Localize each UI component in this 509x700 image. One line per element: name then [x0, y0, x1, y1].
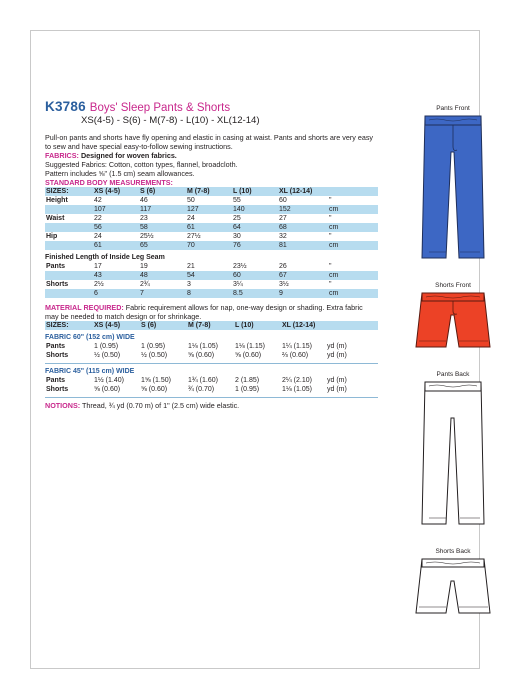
table-cell: 8 — [187, 290, 191, 297]
fabric-45-heading: FABRIC 45" (115 cm) WIDE — [45, 368, 135, 375]
body-measurements-table — [45, 196, 378, 250]
table-cell: 127 — [187, 206, 199, 213]
table-cell: 60 — [233, 272, 241, 279]
finished-length-table — [45, 262, 378, 298]
material-text: Fabric requirement allows for nap, one-way design or shading. Extra fabric may be needed to match design or for shrinkage. — [45, 303, 363, 321]
table-cell: 30 — [233, 233, 241, 240]
row-label — [45, 241, 94, 250]
table-cell: 1 (0.95) — [141, 343, 166, 350]
size-header-cell: L (10) — [235, 322, 254, 329]
table-cell: 23 — [140, 215, 148, 222]
unit-cell: cm — [329, 272, 339, 279]
notions-block — [45, 401, 378, 410]
size-header-row — [45, 187, 378, 196]
row-label: Pants — [46, 377, 66, 384]
table-cell: 7 — [140, 290, 144, 297]
notions-text: Thread, ¾ yd (0.70 m) of 1" (2.5 cm) wide elastic. — [82, 401, 240, 410]
size-header-cell: L (10) — [233, 188, 252, 195]
material-size-header-row — [45, 321, 378, 330]
table-cell: 46 — [140, 197, 148, 204]
suggested-fabrics: Suggested Fabrics: Cotton, cotton types, flannel, broadcloth. — [45, 160, 238, 169]
table-cell: 117 — [140, 206, 152, 213]
unit-cell: yd (m) — [327, 377, 347, 384]
table-row — [45, 280, 378, 289]
table-cell: 54 — [187, 272, 195, 279]
finished-length-heading: Finished Length of Inside Leg Seam — [45, 254, 165, 261]
table-cell: 1 (0.95) — [94, 343, 119, 350]
divider — [45, 397, 378, 398]
table-cell: 76 — [233, 242, 241, 249]
row-label: Waist — [46, 215, 65, 222]
table-cell: 17 — [94, 263, 102, 270]
table-row — [45, 351, 378, 360]
table-row — [45, 289, 378, 298]
table-cell: 64 — [233, 224, 241, 231]
unit-cell: cm — [329, 242, 339, 249]
table-cell: ½ (0.50) — [141, 352, 168, 359]
notions-line — [45, 401, 378, 410]
table-cell: 2 (1.85) — [235, 377, 260, 384]
table-row — [45, 376, 378, 385]
size-header-cell: SIZES: — [46, 188, 69, 195]
table-cell: 43 — [94, 272, 102, 279]
title-row — [45, 99, 378, 114]
table-cell: 8.5 — [233, 290, 243, 297]
size-header-cell: M (7-8) — [187, 188, 210, 195]
table-cell: 25½ — [140, 233, 154, 240]
table-row — [45, 196, 378, 205]
table-row — [45, 241, 378, 250]
illustrations — [403, 105, 503, 619]
shorts-front-caption: Shorts Front — [435, 282, 471, 289]
table-cell: 9 — [279, 290, 283, 297]
table-cell: 81 — [279, 242, 287, 249]
table-cell: 152 — [279, 206, 291, 213]
pants-back-illustration — [417, 378, 489, 528]
table-cell: 55 — [233, 197, 241, 204]
size-header-cell: SIZES: — [46, 322, 69, 329]
table-cell: 27 — [279, 215, 287, 222]
table-cell: 3½ — [279, 281, 289, 288]
size-header-cell: XS (4-5) — [94, 322, 121, 329]
table-cell: 25 — [233, 215, 241, 222]
table-row — [45, 223, 378, 232]
table-cell: 58 — [140, 224, 148, 231]
fabrics-label: FABRICS: — [45, 151, 79, 160]
table-cell: 2¾ — [140, 281, 150, 288]
table-cell: 65 — [140, 242, 148, 249]
size-header-cell: XS (4-5) — [94, 188, 121, 195]
table-cell: 2½ — [94, 281, 104, 288]
table-cell: 56 — [94, 224, 102, 231]
pants-front-illustration — [417, 112, 489, 262]
divider — [45, 363, 378, 364]
fabric-60-heading: FABRIC 60" (152 cm) WIDE — [45, 334, 135, 341]
unit-cell: cm — [329, 224, 339, 231]
shorts-back-illustration — [413, 555, 493, 619]
size-header-cell: XL (12-14) — [282, 322, 316, 329]
unit-cell: yd (m) — [327, 343, 347, 350]
row-label — [45, 289, 94, 298]
unit-cell: yd (m) — [327, 386, 347, 393]
table-cell: 1⅛ (1.05) — [282, 386, 312, 393]
table-cell: 61 — [94, 242, 102, 249]
pattern-info — [45, 99, 378, 410]
size-header-cell: S (6) — [141, 322, 157, 329]
table-cell: 3¼ — [233, 281, 243, 288]
table-cell: 1½ (1.40) — [94, 377, 124, 384]
row-label: Shorts — [46, 281, 69, 288]
table-cell: 70 — [187, 242, 195, 249]
table-cell: 48 — [140, 272, 148, 279]
pattern-title: Boys' Sleep Pants & Shorts — [89, 102, 231, 114]
material-line — [45, 303, 378, 321]
shorts-front-illustration — [413, 289, 493, 353]
table-cell: 60 — [279, 197, 287, 204]
table-cell: 21 — [187, 263, 195, 270]
table-row — [45, 385, 378, 394]
row-label — [45, 271, 94, 280]
table-cell: 1¾ (1.60) — [188, 377, 218, 384]
table-cell: 1 (0.95) — [235, 386, 260, 393]
material-block — [45, 303, 378, 321]
table-cell: 26 — [279, 263, 287, 270]
shorts-back-caption: Shorts Back — [435, 548, 471, 555]
table-cell: 24 — [187, 215, 195, 222]
fabric-60-table — [45, 342, 378, 360]
row-label — [45, 205, 94, 214]
table-cell: 1¼ (1.15) — [282, 343, 312, 350]
size-header-cell: XL (12-14) — [279, 188, 313, 195]
unit-cell: " — [329, 197, 332, 204]
unit-cell: " — [329, 263, 332, 270]
description-block — [45, 133, 378, 187]
fabric-45-table — [45, 376, 378, 394]
table-cell: ⅝ (0.60) — [235, 352, 262, 359]
unit-cell: " — [329, 281, 332, 288]
size-header-cell: S (6) — [140, 188, 156, 195]
fabrics-text: Designed for woven fabrics. — [80, 151, 177, 160]
row-label: Pants — [46, 263, 66, 270]
pattern-number: K3786 — [45, 99, 86, 114]
row-label: Height — [46, 197, 68, 204]
table-cell: 107 — [94, 206, 106, 213]
table-cell: 19 — [140, 263, 148, 270]
table-cell: 68 — [279, 224, 287, 231]
row-label: Hip — [46, 233, 58, 240]
fabrics-line — [45, 151, 378, 160]
table-cell: 50 — [187, 197, 195, 204]
unit-cell: yd (m) — [327, 352, 347, 359]
table-cell: 3 — [187, 281, 191, 288]
table-row — [45, 262, 378, 271]
table-cell: ¾ (0.70) — [188, 386, 215, 393]
table-row — [45, 271, 378, 280]
size-range: XS(4-5) - S(6) - M(7-8) - L(10) - XL(12-14) — [81, 115, 260, 126]
seam-allowance: Pattern includes ⅝" (1.5 cm) seam allowances. — [45, 169, 195, 178]
table-cell: 6 — [94, 290, 98, 297]
unit-cell: " — [329, 233, 332, 240]
pattern-envelope-back — [30, 30, 480, 669]
table-row — [45, 214, 378, 223]
unit-cell: cm — [329, 290, 339, 297]
table-cell: ⅝ (0.60) — [141, 386, 168, 393]
pants-front-caption: Pants Front — [436, 105, 470, 112]
table-cell: 61 — [187, 224, 195, 231]
unit-cell: " — [329, 215, 332, 222]
table-cell: 23½ — [233, 263, 247, 270]
table-cell: 42 — [94, 197, 102, 204]
table-row — [45, 342, 378, 351]
table-cell: 1⅛ (1.15) — [235, 343, 265, 350]
table-cell: 67 — [279, 272, 287, 279]
table-row — [45, 205, 378, 214]
table-cell: ⅔ (0.60) — [282, 352, 309, 359]
table-cell: 1⅛ (1.05) — [188, 343, 218, 350]
table-cell: ⅝ (0.60) — [94, 386, 121, 393]
row-label — [45, 223, 94, 232]
row-label: Pants — [46, 343, 66, 350]
table-cell: 27½ — [187, 233, 201, 240]
table-cell: 140 — [233, 206, 245, 213]
table-cell: 1⅝ (1.50) — [141, 377, 171, 384]
table-cell: ½ (0.50) — [94, 352, 121, 359]
notions-label: NOTIONS: — [45, 401, 81, 410]
row-label: Shorts — [46, 352, 69, 359]
table-cell: 22 — [94, 215, 102, 222]
size-header-cell: M (7-8) — [188, 322, 211, 329]
table-cell: ⅝ (0.60) — [188, 352, 215, 359]
table-cell: 32 — [279, 233, 287, 240]
table-cell: 24 — [94, 233, 102, 240]
description: Pull-on pants and shorts have fly opening and elastic in casing at waist. Pants and shorts are very easy to sew and have special easy-to-follow sewing instructions. — [45, 133, 374, 151]
table-cell: 2¼ (2.10) — [282, 377, 312, 384]
std-measurements-heading: STANDARD BODY MEASUREMENTS: — [45, 178, 173, 187]
unit-cell: cm — [329, 206, 339, 213]
row-label: Shorts — [46, 386, 69, 393]
table-row — [45, 232, 378, 241]
material-label: MATERIAL REQUIRED: — [45, 303, 124, 312]
pants-back-caption: Pants Back — [436, 371, 470, 378]
